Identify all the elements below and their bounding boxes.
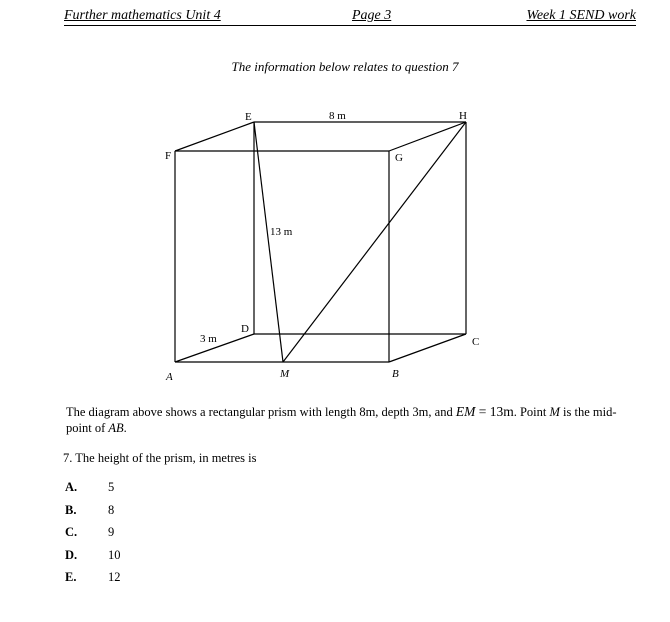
segment-em	[254, 122, 283, 362]
header-week-label: Week 1 SEND work	[526, 8, 636, 23]
problem-description: The diagram above shows a rectangular prism with length 8m, depth 3m, and EM = 13m. Point M is the mid-point of AB.	[66, 404, 617, 435]
edge-fe	[175, 122, 254, 151]
math-em-value: = 13m	[475, 404, 514, 419]
edge-bc	[389, 334, 466, 362]
label-g: G	[395, 152, 403, 164]
math-em: EM	[455, 404, 476, 419]
label-a: A	[166, 371, 173, 383]
label-d: D	[241, 323, 249, 335]
label-depth: 3 m	[200, 333, 217, 345]
label-m: M	[280, 368, 290, 380]
label-length: 8 m	[329, 110, 346, 122]
label-h: H	[459, 110, 467, 122]
segment-ab: AB	[108, 421, 124, 435]
question-text: 7. The height of the prism, in metres is	[63, 451, 257, 465]
label-f: F	[165, 150, 172, 162]
label-e: E	[245, 111, 252, 123]
segment-hm	[283, 122, 466, 362]
header-course-title: Further mathematics Unit 4	[64, 8, 221, 23]
header-page-number: Page 3	[352, 8, 392, 23]
label-c: C	[472, 336, 480, 348]
label-em-length: 13 m	[270, 226, 293, 238]
label-b: B	[392, 368, 399, 380]
intro-text: The information below relates to question 7	[231, 59, 459, 74]
point-m: M	[549, 405, 560, 419]
